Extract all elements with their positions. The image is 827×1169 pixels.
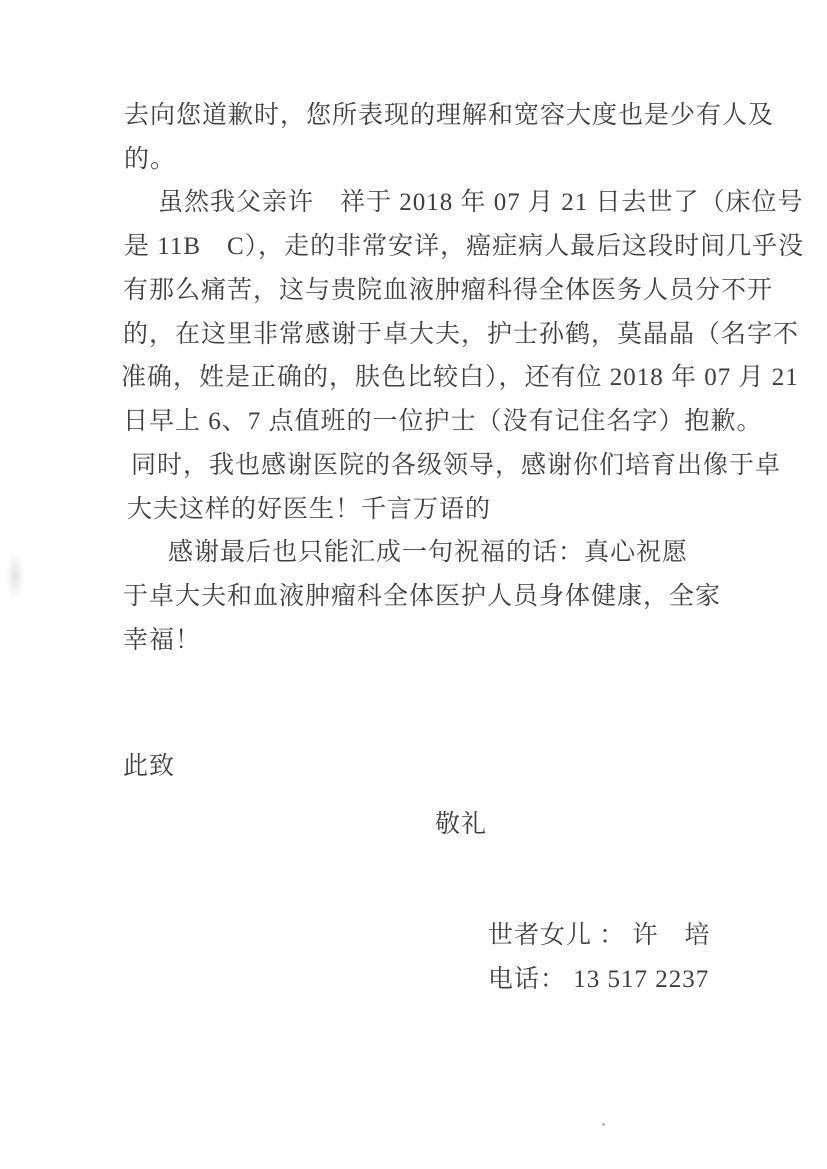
letter-body-line: 幸福！ [123,627,202,654]
letter-body-line: 的。 [124,146,177,173]
letter-body-line: 是 11B C），走的非常安详，癌症病人最后这段时间几乎没 [124,233,805,260]
letter-body-line: 准确，姓是正确的，肤色比较白），还有位 2018 年 07 月 21 [121,364,799,391]
letter-body-line: 虽然我父亲许 祥于 2018 年 07 月 21 日去世了（床位号 [158,189,804,216]
letter-body-line: 感谢最后也只能汇成一句祝福的话：真心祝愿 [168,539,689,566]
closing-salute-jingli: 敬礼 [435,811,488,838]
letter-body-line: 于卓大夫和血液肿瘤科全体医护人员身体健康，全家 [123,583,722,610]
letter-body-line: 有那么痛苦，这与贵院血液肿瘤科得全体医务人员分不开 [123,277,774,304]
letter-body-line: 的，在这里非常感谢于卓大夫，护士孙鹤，莫晶晶（名字不 [123,321,800,348]
closing-salute-cizhi: 此致 [123,753,176,780]
letter-body-line: 日早上 6、7 点值班的一位护士（没有记住名字）抱歉。 [123,408,763,435]
signature-signer-line: 世者女儿 ： 许 培 [488,922,711,949]
signature-phone-line: 电话： 13 517 2237 [488,966,710,993]
scan-speck-artifact [602,1123,605,1126]
scan-smudge-artifact [6,552,24,600]
letter-body-line: 同时，我也感谢医院的各级领导，感谢你们培育出像于卓 [131,452,782,479]
letter-body-line: 去向您道歉时，您所表现的理解和宽容大度也是少有人及 [124,102,775,129]
letter-body-line: 大夫这样的好医生！千言万语的 [127,496,492,523]
